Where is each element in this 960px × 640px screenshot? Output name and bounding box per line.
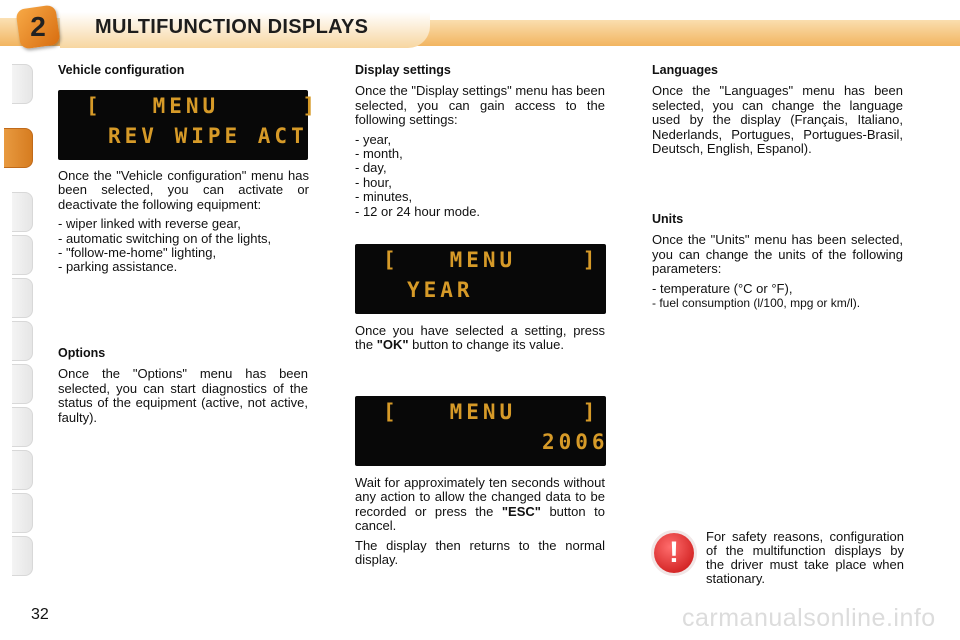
display-settings-intro: Once the "Display settings" menu has been selected, you can gain access to the following settings:: [355, 83, 605, 128]
chapter-tab-4[interactable]: [12, 235, 33, 275]
lcd-line-2: YEAR: [407, 278, 474, 302]
page-number: 32: [31, 606, 49, 623]
units-heading: Units: [652, 212, 684, 226]
units-list: [652, 282, 903, 311]
vehicle-config-section: [58, 63, 308, 84]
ok-key: "OK": [376, 337, 409, 353]
exclamation-mark: !: [669, 536, 679, 569]
vehicle-config-heading: Vehicle configuration: [58, 63, 185, 77]
esc-text-after: button to cancel.: [355, 503, 605, 534]
units-section: [652, 212, 903, 310]
options-section: [58, 346, 308, 430]
chapter-tab-8[interactable]: [12, 407, 33, 447]
chapter-tab-1[interactable]: [12, 64, 33, 104]
lcd-line-1: [ MENU ]: [383, 400, 600, 424]
list-item: - day,: [355, 161, 605, 175]
options-text: Once the "Options" menu has been selected, you can start diagnostics of the status of the equipment (active, not active, faulty).: [58, 366, 308, 425]
list-item: - year,: [355, 133, 605, 147]
languages-section: [652, 63, 903, 161]
list-item: - parking assistance.: [58, 260, 309, 274]
watermark: carmanualsonline.info: [682, 604, 936, 632]
list-item: - minutes,: [355, 190, 605, 204]
ok-instruction: [355, 324, 605, 358]
languages-heading: Languages: [652, 63, 718, 77]
display-settings-section: [355, 63, 605, 219]
return-text: The display then returns to the normal display.: [355, 537, 605, 568]
safety-note: For safety reasons, configuration of the multifunction displays by the driver must take place when stationary.: [706, 529, 904, 586]
chapter-number: 2: [30, 11, 46, 42]
exclamation-warning-icon: [654, 533, 694, 573]
list-item: - "follow-me-home" lighting,: [58, 246, 309, 260]
ok-paragraph: [355, 324, 605, 353]
esc-text-before: Wait for approximately ten seconds without any action to allow the changed data to be recorded or press the: [355, 475, 605, 519]
lcd-year: [355, 244, 606, 314]
chapter-tab-3[interactable]: [12, 192, 33, 232]
vehicle-config-intro: Once the "Vehicle configuration" menu has been selected, you can activate or deactivate the following equipment:: [58, 168, 309, 212]
options-heading: Options: [58, 346, 106, 360]
display-settings-heading: Display settings: [355, 63, 451, 77]
chapter-tab-5[interactable]: [12, 278, 33, 318]
units-intro: Once the "Units" menu has been selected, you can change the units of the following parameters:: [652, 232, 903, 277]
vehicle-config-body: [58, 169, 309, 275]
lcd-line-2: 2006: [542, 430, 609, 454]
display-settings-list: [355, 133, 605, 219]
languages-text: Once the "Languages" menu has been selected, you can change the language used by the display (Français, Italiano, Nederlands, Portugues, Portugues-Brasil, Deutsch, English, Espanol).: [652, 83, 903, 157]
lcd-line-1: [ MENU ]: [86, 94, 320, 118]
esc-paragraph: [355, 476, 605, 534]
list-item: - month,: [355, 147, 605, 161]
vehicle-config-list: [58, 217, 309, 275]
esc-instruction: [355, 476, 605, 572]
list-item: - fuel consumption (l/100, mpg or km/l).: [652, 296, 903, 310]
chapter-tab-10[interactable]: [12, 493, 33, 533]
lcd-line-1: [ MENU ]: [383, 248, 600, 272]
chapter-badge: [15, 4, 60, 49]
list-item: - hour,: [355, 176, 605, 190]
chapter-tab-7[interactable]: [12, 364, 33, 404]
list-item: - wiper linked with reverse gear,: [58, 217, 309, 231]
chapter-tab-6[interactable]: [12, 321, 33, 361]
page-header: [0, 0, 960, 50]
chapter-tab-9[interactable]: [12, 450, 33, 490]
lcd-vehicle-config: [58, 90, 320, 160]
ok-text-before: Once you have selected a setting, press the: [355, 323, 605, 353]
lcd-2006: [355, 396, 609, 466]
chapter-tab-2[interactable]: [4, 128, 33, 168]
esc-key: "ESC": [501, 503, 541, 519]
page-title: MULTIFUNCTION DISPLAYS: [95, 16, 369, 38]
list-item: - automatic switching on of the lights,: [58, 232, 309, 246]
lcd-line-2: REV WIPE ACT: [108, 124, 308, 148]
list-item: - temperature (°C or °F),: [652, 282, 903, 296]
ok-text-after: button to change its value.: [412, 337, 564, 353]
list-item: - 12 or 24 hour mode.: [355, 205, 605, 219]
chapter-tab-11[interactable]: [12, 536, 33, 576]
